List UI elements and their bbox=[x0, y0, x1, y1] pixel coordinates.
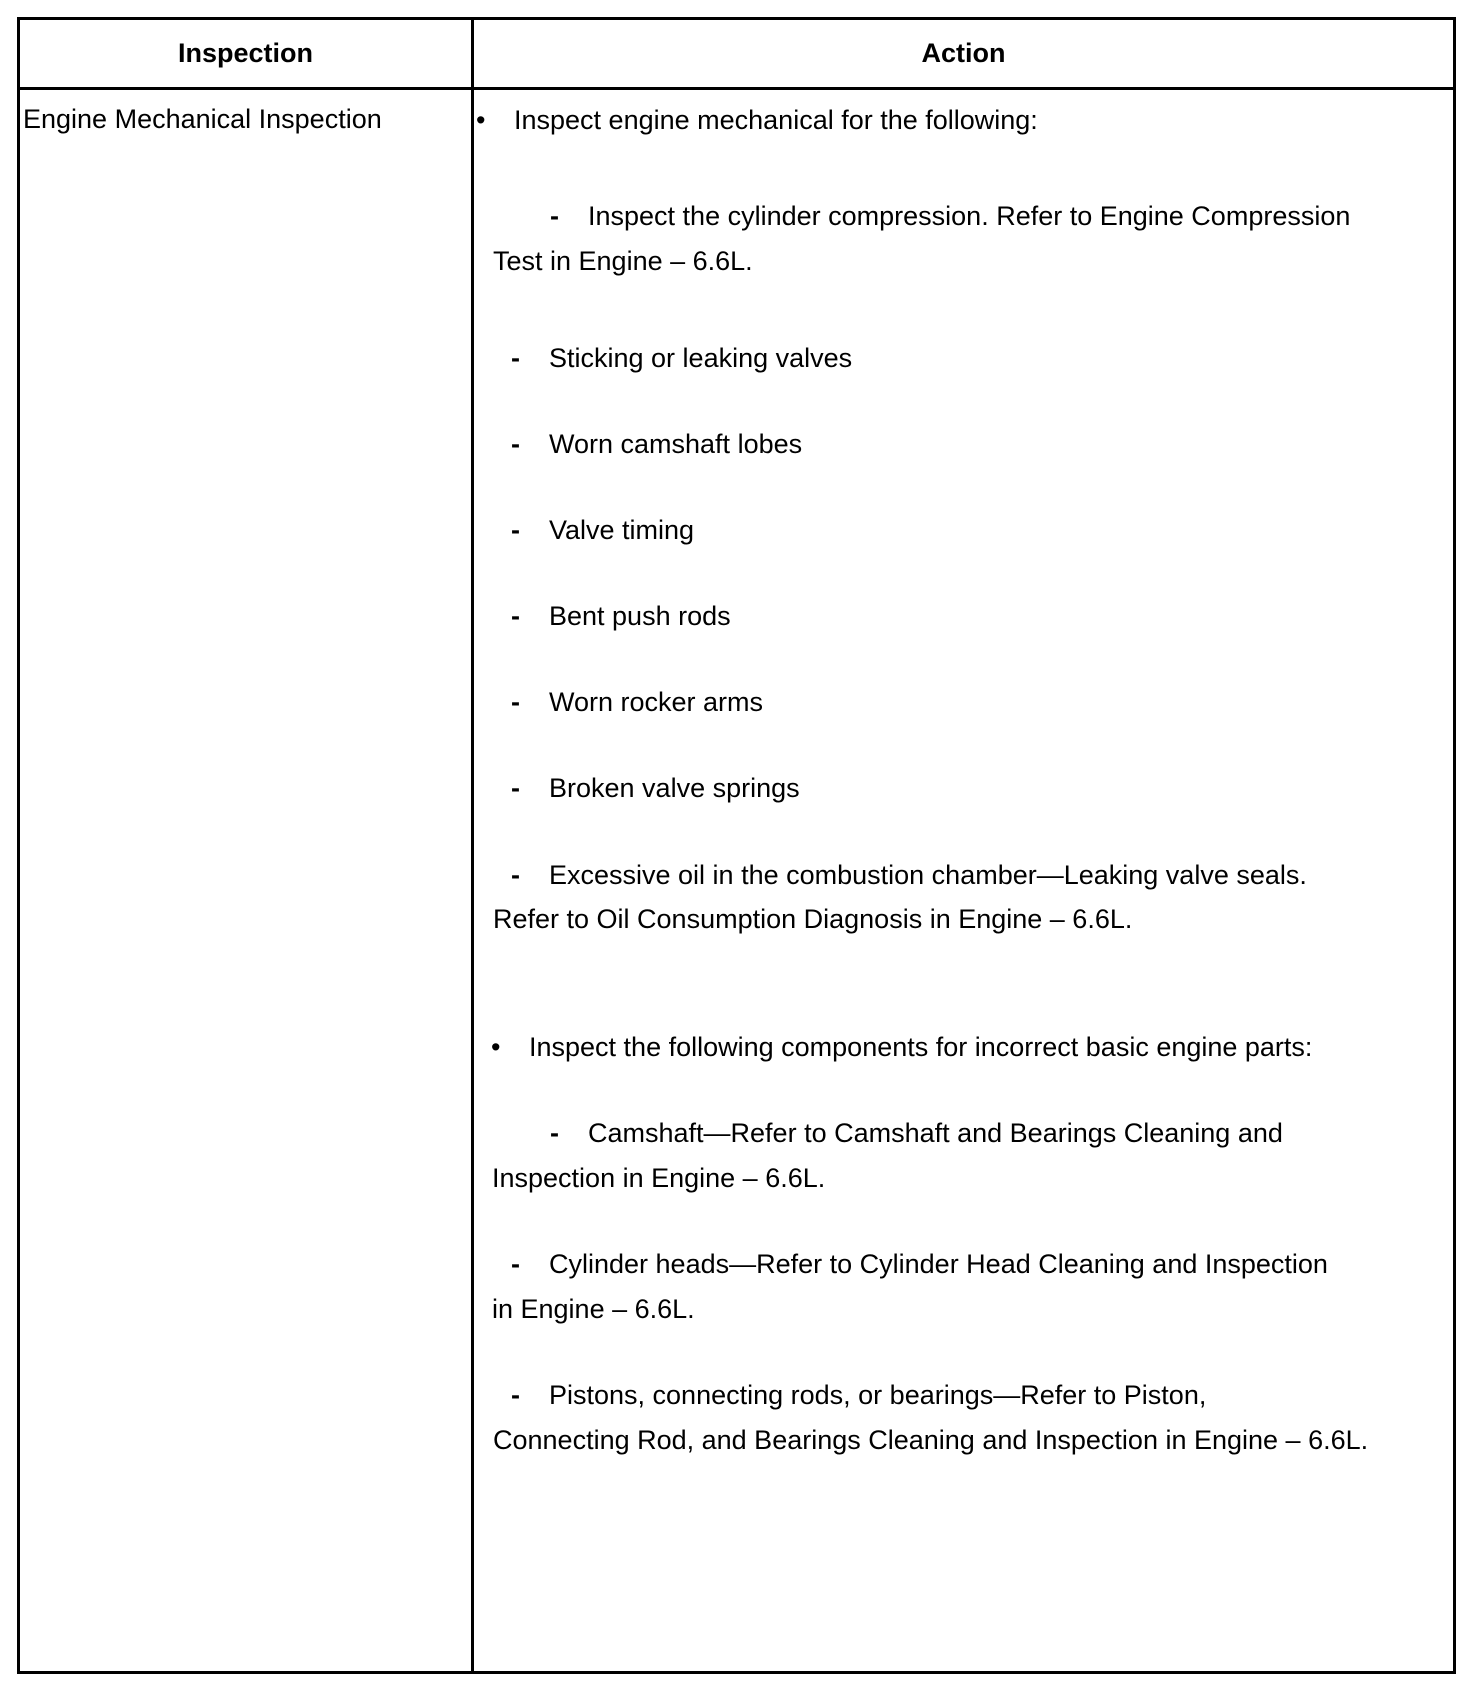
sub-item-line: Bent push rods bbox=[549, 601, 731, 631]
bullet-text: Inspect the following components for incorrect basic engine parts: bbox=[529, 1032, 1313, 1062]
dash-marker: - bbox=[511, 773, 520, 803]
sub-item-line: Worn camshaft lobes bbox=[549, 429, 803, 459]
sub-item bbox=[511, 600, 731, 632]
sub-item-line: Excessive oil in the combustion chamber—Leaking valve seals. bbox=[549, 860, 1307, 890]
bullet-marker: • bbox=[476, 105, 486, 135]
header-inspection: Inspection bbox=[177, 38, 313, 68]
sub-item bbox=[511, 859, 1307, 891]
sub-item bbox=[511, 772, 800, 804]
dash-marker: - bbox=[511, 601, 520, 631]
sub-item bbox=[511, 1248, 1328, 1280]
bullet-text: Inspect engine mechanical for the following: bbox=[514, 105, 1038, 135]
sub-item-continuation: in Engine – 6.6L. bbox=[492, 1294, 695, 1324]
sub-item bbox=[511, 686, 763, 718]
sub-item bbox=[511, 1379, 1206, 1411]
dash-marker: - bbox=[511, 343, 520, 373]
inspection-table bbox=[17, 17, 1456, 1674]
dash-marker: - bbox=[511, 860, 520, 890]
dash-marker: - bbox=[511, 1249, 520, 1279]
sub-item-line: Pistons, connecting rods, or bearings—Refer to Piston, bbox=[549, 1380, 1207, 1410]
sub-item-line: Cylinder heads—Refer to Cylinder Head Cleaning and Inspection bbox=[549, 1249, 1328, 1279]
sub-item-line: Valve timing bbox=[549, 515, 695, 545]
sub-item-line: Worn rocker arms bbox=[549, 687, 764, 717]
sub-item bbox=[511, 342, 852, 374]
sub-item-line: Sticking or leaking valves bbox=[549, 343, 853, 373]
dash-marker: - bbox=[511, 429, 520, 459]
column-divider bbox=[471, 20, 474, 1671]
sub-item-line: Inspect the cylinder compression. Refer to Engine Compression bbox=[588, 201, 1351, 231]
bullet-item bbox=[491, 1031, 1312, 1063]
dash-marker: - bbox=[511, 1380, 520, 1410]
bullet-item bbox=[476, 104, 1038, 136]
sub-item bbox=[511, 514, 694, 546]
sub-item-continuation: Inspection in Engine – 6.6L. bbox=[492, 1163, 826, 1193]
sub-item-line: Broken valve springs bbox=[549, 773, 800, 803]
dash-marker: - bbox=[550, 201, 559, 231]
sub-item-continuation: Connecting Rod, and Bearings Cleaning and Inspection in Engine – 6.6L. bbox=[493, 1425, 1369, 1455]
sub-item bbox=[511, 428, 802, 460]
dash-marker: - bbox=[511, 515, 520, 545]
inspection-cell: Engine Mechanical Inspection bbox=[23, 104, 382, 134]
header-action: Action bbox=[921, 38, 1006, 68]
dash-marker: - bbox=[511, 687, 520, 717]
sub-item-continuation: Test in Engine – 6.6L. bbox=[493, 246, 753, 276]
header-divider bbox=[20, 87, 1453, 90]
bullet-marker: • bbox=[491, 1032, 501, 1062]
sub-item-continuation: Refer to Oil Consumption Diagnosis in Engine – 6.6L. bbox=[493, 904, 1133, 934]
sub-item-line: Camshaft—Refer to Camshaft and Bearings Cleaning and bbox=[588, 1118, 1283, 1148]
sub-item bbox=[550, 1117, 1283, 1149]
dash-marker: - bbox=[550, 1118, 559, 1148]
sub-item bbox=[550, 200, 1350, 232]
